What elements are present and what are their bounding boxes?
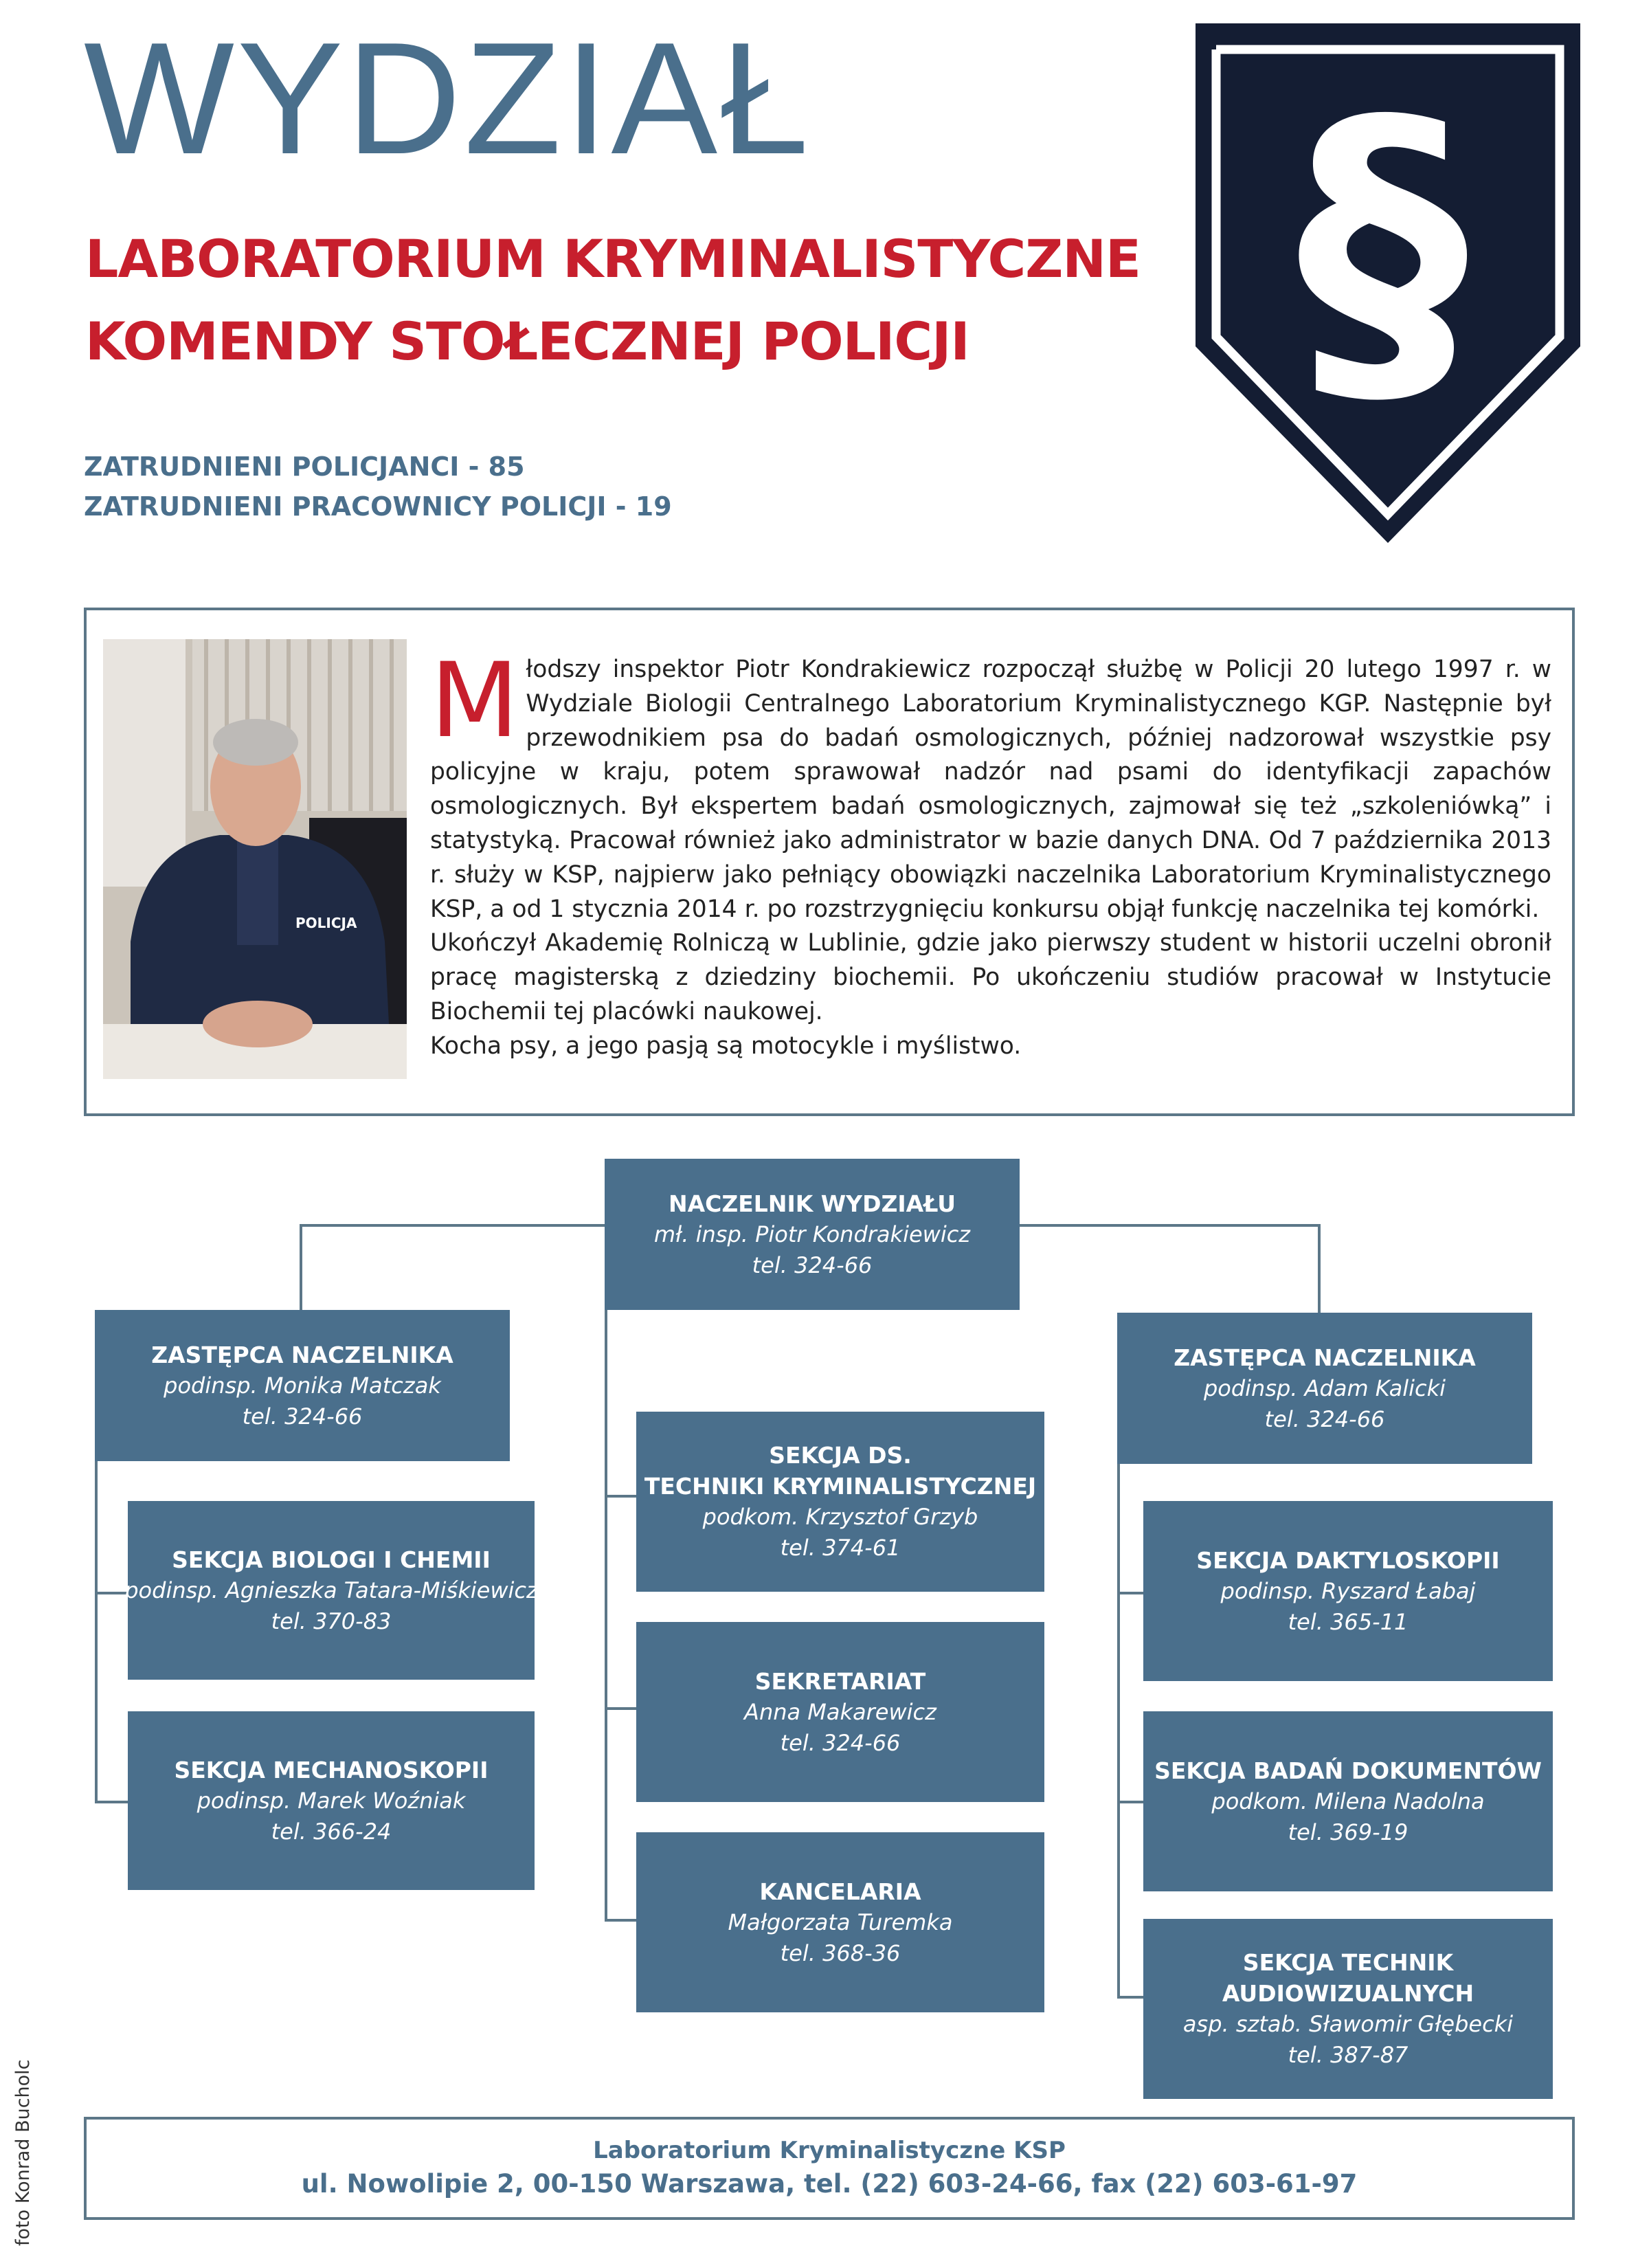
org-phone: tel. 324-66 <box>242 1403 363 1430</box>
staff-civil-count: ZATRUDNIENI PRACOWNICY POLICJI - 19 <box>84 491 672 522</box>
photo-credit: foto Konrad Bucholc <box>12 2059 34 2246</box>
org-person: podkom. Milena Nadolna <box>1211 1788 1485 1814</box>
org-unit-right-3 <box>1143 1919 1553 2099</box>
biography-text <box>430 641 1551 1064</box>
org-phone: tel. 387-87 <box>1288 2042 1409 2068</box>
org-unit-left-2 <box>128 1711 535 1890</box>
org-title: ZASTĘPCA NACZELNIKA <box>1174 1344 1476 1371</box>
connector <box>605 1707 636 1710</box>
portrait-photo <box>103 639 407 1079</box>
connector <box>605 1919 636 1922</box>
connector <box>605 1495 636 1498</box>
section-symbol: § <box>1297 48 1468 448</box>
org-phone: tel. 366-24 <box>271 1818 392 1845</box>
org-title: SEKRETARIAT <box>754 1667 926 1695</box>
connector <box>1117 1996 1143 1999</box>
staff-police-count: ZATRUDNIENI POLICJANCI - 85 <box>84 452 525 482</box>
org-unit-center-1 <box>636 1412 1044 1592</box>
org-title: SEKCJA DAKTYLOSKOPII <box>1196 1546 1500 1574</box>
org-phone: tel. 374-61 <box>780 1535 901 1561</box>
org-unit-center-3 <box>636 1832 1044 2012</box>
footer-contact: ul. Nowolipie 2, 00-150 Warszawa, tel. (22) 603-24-66, fax (22) 603-61-97 <box>301 2169 1358 2199</box>
org-title: KANCELARIA <box>759 1878 921 1905</box>
org-person: podinsp. Monika Matczak <box>164 1372 441 1399</box>
page-title: WYDZIAŁ <box>84 10 812 188</box>
org-deputy-right-box <box>1117 1313 1532 1464</box>
drop-cap: M <box>430 641 519 761</box>
bio-paragraph-2: Ukończył Akademię Rolniczą w Lublinie, gdzie jako pierwszy student w historii uczelni obronił pracę magisterską z dziedziny biochemii. Po ukończeniu studiów pracował w Instytucie Biochemii tej placówki naukowej. <box>430 929 1551 1025</box>
connector <box>300 1224 302 1312</box>
connector <box>1020 1224 1321 1227</box>
connector <box>1117 1801 1143 1803</box>
connector <box>95 1592 128 1594</box>
connector <box>95 1457 98 1803</box>
org-phone: tel. 368-36 <box>780 1939 901 1966</box>
org-person: mł. insp. Piotr Kondrakiewicz <box>653 1221 971 1247</box>
org-unit-right-1 <box>1143 1501 1553 1681</box>
org-phone: tel. 324-66 <box>1264 1405 1385 1432</box>
org-person: asp. sztab. Sławomir Głębecki <box>1182 2011 1514 2037</box>
org-person: Małgorzata Turemka <box>728 1909 953 1935</box>
org-title: SEKCJA BADAŃ DOKUMENTÓW <box>1154 1757 1542 1784</box>
org-person: podkom. Krzysztof Grzyb <box>702 1504 978 1530</box>
bio-paragraph-1: łodszy inspektor Piotr Kondrakiewicz rozpoczął służbę w Policji 20 lutego 1997 r. w Wydziale Biologii Centralnego Laboratorium Kryminalistycznego KGP. Następnie był przewodnikiem psa do badań osmologicznych, później nadzorował wszystkie psy policyjne w kraju, potem sprawował nadzór nad psami do identyfikacji zapachów osmologicznych. Był ekspertem badań osmologicznych, zajmował się też „szkoleniówką” i statystyką. Pracował również jako administrator w bazie danych DNA. Od 7 października 2013 r. służy w KSP, najpierw jako pełniący obowiązki naczelnika Laboratorium Kryminalistycznego KSP, a od 1 stycznia 2014 r. po rozstrzygnięciu konkursu objął funkcję naczelnika tej komórki. <box>430 656 1551 923</box>
org-person: podinsp. Agnieszka Tatara-Miśkiewicz <box>124 1577 538 1603</box>
org-phone: tel. 365-11 <box>1288 1608 1409 1635</box>
connector <box>300 1224 605 1227</box>
section-sign-shield-icon <box>1196 23 1580 543</box>
org-title: NACZELNIK WYDZIAŁU <box>668 1190 956 1217</box>
org-person: Anna Makarewicz <box>744 1698 936 1725</box>
bio-paragraph-3: Kocha psy, a jego pasją są motocykle i myślistwo. <box>430 1032 1022 1060</box>
org-unit-right-2 <box>1143 1711 1553 1891</box>
org-phone: tel. 324-66 <box>752 1252 873 1278</box>
org-phone: tel. 369-19 <box>1288 1819 1409 1845</box>
org-title: SEKCJA DS. TECHNIKI KRYMINALISTYCZNEJ <box>644 1442 1037 1500</box>
org-title: SEKCJA TECHNIK AUDIOWIZUALNYCH <box>1222 1949 1474 2007</box>
unit-name-line-2: KOMENDY STOŁECZNEJ POLICJI <box>85 311 969 372</box>
org-title: SEKCJA MECHANOSKOPII <box>174 1756 489 1783</box>
org-person: podinsp. Adam Kalicki <box>1203 1375 1446 1401</box>
org-title: SEKCJA BIOLOGI I CHEMII <box>172 1546 491 1573</box>
connector <box>605 1306 607 1922</box>
org-person: podinsp. Marek Woźniak <box>197 1787 466 1814</box>
org-deputy-left-box <box>95 1310 510 1461</box>
unit-name-line-1: LABORATORIUM KRYMINALISTYCZNE <box>85 228 1141 289</box>
org-unit-left-1 <box>124 1501 538 1680</box>
connector <box>95 1801 128 1803</box>
org-title: ZASTĘPCA NACZELNIKA <box>151 1341 453 1368</box>
org-phone: tel. 324-66 <box>780 1729 901 1756</box>
connector <box>1117 1461 1120 1999</box>
connector <box>1318 1224 1321 1315</box>
org-phone: tel. 370-83 <box>271 1608 392 1634</box>
org-head-box <box>605 1159 1020 1310</box>
footer-unit-name: Laboratorium Kryminalistyczne KSP <box>593 2137 1066 2164</box>
org-unit-center-2 <box>636 1622 1044 1802</box>
footer-address-box <box>84 2117 1575 2220</box>
police-badge-text: POLICJA <box>295 915 357 931</box>
org-person: podinsp. Ryszard Łabaj <box>1220 1577 1476 1604</box>
connector <box>1117 1592 1143 1594</box>
